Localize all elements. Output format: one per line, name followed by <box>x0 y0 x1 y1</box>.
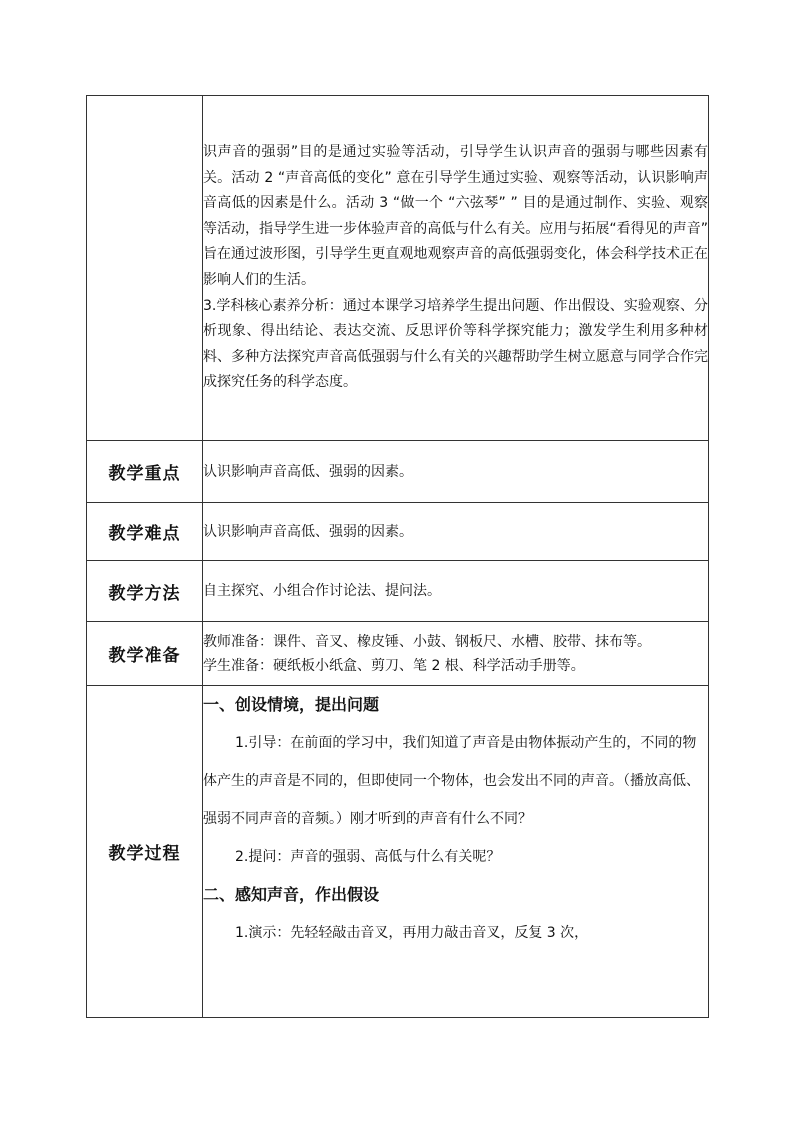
difficulties-row <box>87 503 709 561</box>
process-label: 教学过程 <box>87 686 203 1018</box>
key-points-label: 教学重点 <box>87 441 203 503</box>
process-content <box>203 686 709 1018</box>
key-points-content: 认识影响声音高低、强弱的因素。 <box>203 441 709 503</box>
key-points-row <box>87 441 709 503</box>
analysis-row <box>87 96 709 441</box>
methods-label: 教学方法 <box>87 561 203 622</box>
difficulties-label: 教学难点 <box>87 503 203 561</box>
process-step-1: 1.引导：在前面的学习中，我们知道了声音是由物体振动产生的，不同的物体产生的声音是不同的，但即使同一个物体，也会发出不同的声音。（播放高低、强弱不同声音的音频。）刚才听到的声音有什么不同？ <box>203 735 700 827</box>
process-step-3: 1.演示：先轻轻敲击音叉，再用力敲击音叉，反复 3 次， <box>235 925 589 941</box>
preparation-label: 教学准备 <box>87 622 203 686</box>
student-preparation: 学生准备：硬纸板小纸盒、剪刀、笔 2 根、科学活动手册等。 <box>203 657 585 674</box>
analysis-paragraph-2: 3.学科核心素养分析：通过本课学习培养学生提出问题、作出假设、实验观察、分析现象、得出结论、表达交流、反思评价等科学探究能力；激发学生利用多种材料、多种方法探究声音高低强弱与什么有关的兴趣帮助学生树立愿意与同学合作完成探究任务的科学态度。 <box>203 297 708 391</box>
preparation-row <box>87 622 709 686</box>
methods-row <box>87 561 709 622</box>
teacher-preparation: 教师准备：课件、音叉、橡皮锤、小鼓、钢板尺、水槽、胶带、抹布等。 <box>203 633 651 650</box>
difficulties-content: 认识影响声音高低、强弱的因素。 <box>203 503 709 561</box>
analysis-paragraph-1: 识声音的强弱”目的是通过实验等活动，引导学生认识声音的强弱与哪些因素有关。活动 2 “声音高低的变化” 意在引导学生通过实验、观察等活动，认识影响声音高低的因素是什么。活动 3 “做一个 “六弦琴” ” 目的是通过制作、实验、观察等活动，指导学生进一步体验声音的高低与什么有关。应用与拓展“看得见的声音” 旨在通过波形图，引导学生更直观地观察声音的高低强弱变化，体会科学技术正在影响人们的生活。 <box>203 144 708 288</box>
lesson-plan-table <box>86 95 709 1018</box>
process-section-1-title: 一、创设情境，提出问题 <box>203 695 380 714</box>
analysis-content <box>203 96 709 441</box>
preparation-content <box>203 622 709 686</box>
analysis-label-cell <box>87 96 203 441</box>
methods-content: 自主探究、小组合作讨论法、提问法。 <box>203 561 709 622</box>
process-step-2: 2.提问：声音的强弱、高低与什么有关呢？ <box>235 849 501 865</box>
process-row <box>87 686 709 1018</box>
process-section-2-title: 二、感知声音，作出假设 <box>203 885 380 904</box>
